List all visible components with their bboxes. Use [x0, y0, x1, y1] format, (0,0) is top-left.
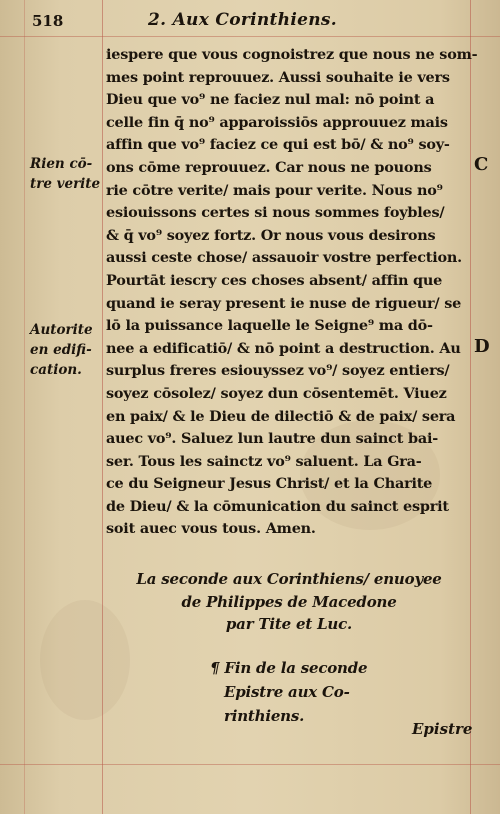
text-line: & q̄ vo⁹ soyez fortz. Or nous vous desirons: [106, 226, 436, 244]
text-line: auec vo⁹. Saluez lun lautre dun sainct bai-: [106, 430, 439, 448]
text-line: Dieu que vo⁹ ne faciez nul mal: nō point a: [106, 91, 435, 109]
colophon-line: La seconde aux Corinthiens/ enuoyee: [136, 570, 442, 588]
text-line: nee a edificatiō/ & nō point a destruction. Au: [106, 339, 461, 357]
margin-note-line: Autorite: [30, 322, 93, 338]
margin-note-line: tre verite: [30, 176, 101, 192]
page-number: 518: [32, 12, 64, 30]
catchword: Epistre: [412, 720, 473, 738]
text-line: ser. Tous les sainctz vo⁹ saluent. La Gra-: [106, 452, 422, 470]
margin-note-line: cation.: [30, 362, 82, 378]
finis-line: ¶ Fin de la seconde: [210, 659, 368, 677]
text-line: mes point reprouuez. Aussi souhaite ie vers: [106, 68, 450, 86]
text-line: soyez cōsolez/ soyez dun cōsentemēt. Viuez: [106, 384, 447, 402]
colophon-line: de Philippes de Macedone: [181, 592, 397, 611]
text-line: aussi ceste chose/ assauoir vostre perfection.: [106, 249, 462, 267]
colophon-line: par Tite et Luc.: [225, 615, 353, 634]
margin-note: [30, 154, 104, 194]
text-line: en paix/ & le Dieu de dilectiō & de paix/ sera: [106, 407, 456, 425]
ruling-line-bottom: [0, 764, 500, 765]
text-line: ons cōme reprouuez. Car nous ne pouons: [106, 158, 432, 176]
running-head: 2. Aux Corinthiens.: [148, 10, 337, 30]
end-of-epistle: [210, 656, 410, 728]
text-line: de Dieu/ & la cōmunication du sainct esprit: [106, 497, 449, 515]
text-line: rie cōtre verite/ mais pour verite. Nous no⁹: [106, 181, 443, 199]
text-line: surplus freres esiouyssez vo⁹/ soyez entiers/: [106, 362, 450, 380]
ruling-line-top: [0, 36, 500, 37]
margin-note: [30, 320, 104, 380]
section-marker: D: [474, 336, 490, 357]
text-line: affin que vo⁹ faciez ce qui est bō/ & no⁹ soy-: [106, 136, 450, 154]
ruling-line-left: [102, 0, 103, 814]
text-line: quand ie seray present ie nuse de rigueur/ se: [106, 294, 462, 312]
section-marker: C: [474, 154, 489, 175]
margin-note-line: Rien cō-: [30, 156, 93, 172]
finis-line: rinthiens.: [224, 707, 305, 725]
text-line: esiouissons certes si nous sommes foybles/: [106, 204, 445, 222]
epistle-colophon: [106, 568, 472, 636]
text-line: ce du Seigneur Jesus Christ/ et la Charite: [106, 475, 433, 493]
text-line: lō la puissance laquelle le Seigne⁹ ma dō-: [106, 317, 433, 335]
main-text-block: [106, 44, 478, 541]
text-line: iespere que vous cognoistrez que nous ne som-: [106, 46, 478, 63]
text-line: celle fin q̄ no⁹ apparoissiōs approuuez mais: [106, 113, 448, 131]
text-line: Pourtāt iescry ces choses absent/ affin que: [106, 271, 443, 289]
finis-line: Epistre aux Co-: [224, 683, 350, 701]
ruling-line-outer: [24, 0, 25, 814]
text-line: soit auec vous tous. Amen.: [106, 520, 316, 538]
margin-note-line: en edifi-: [30, 342, 92, 358]
page-header: [0, 6, 500, 32]
